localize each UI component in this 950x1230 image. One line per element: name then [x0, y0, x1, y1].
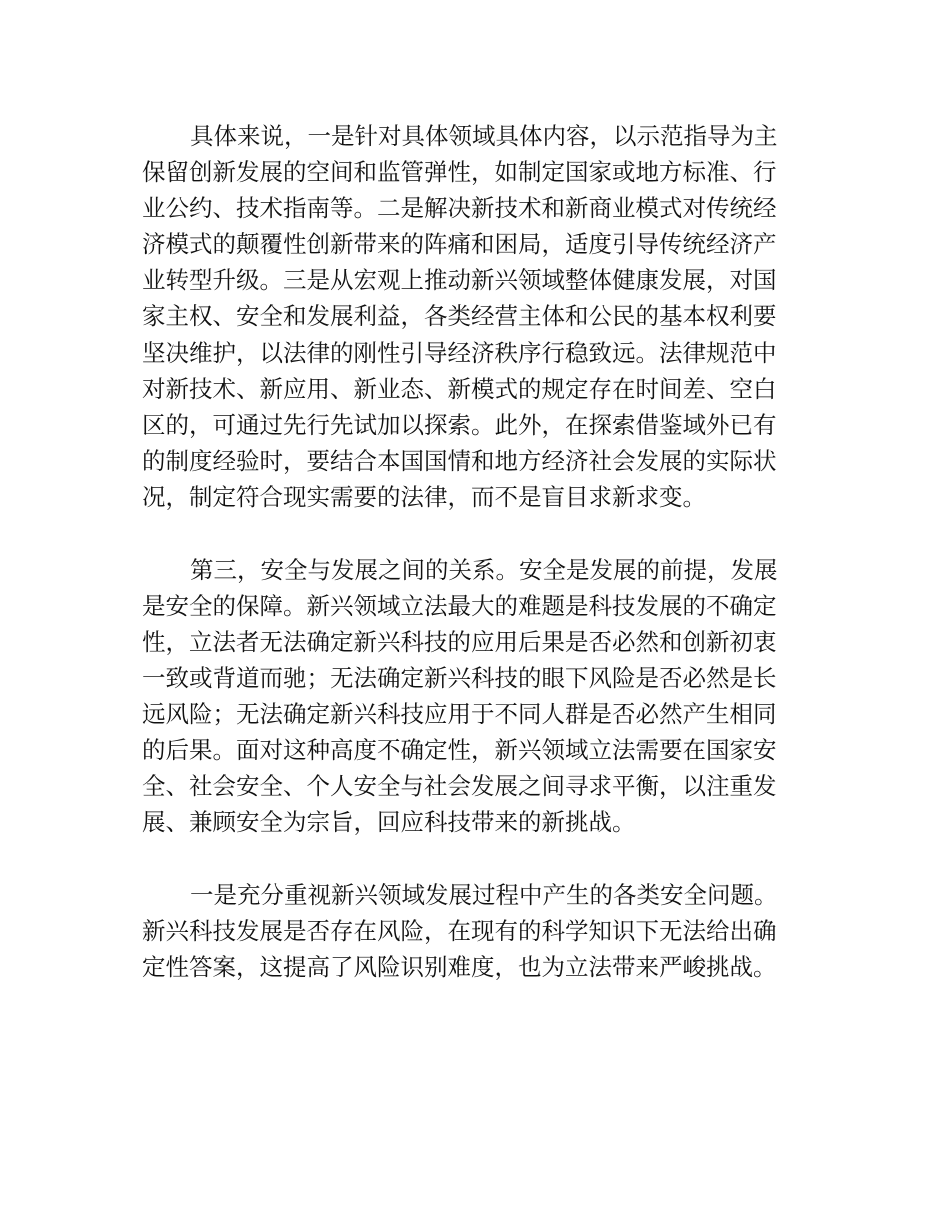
- text-line: 第三，安全与发展之间的关系。安全是发展的前提，发展: [190, 555, 778, 584]
- text-line: 展、兼顾安全为宗旨，回应科技带来的新挑战。: [142, 808, 636, 837]
- text-line: 远风险；无法确定新兴科技应用于不同人群是否必然产生相同: [142, 699, 777, 728]
- text-line: 对新技术、新应用、新业态、新模式的规定存在时间差、空白: [142, 374, 777, 403]
- text-line: 定性答案，这提高了风险识别难度，也为立法带来严峻挑战。: [142, 952, 777, 981]
- text-line: 况，制定符合现实需要的法律，而不是盲目求新求变。: [142, 482, 706, 511]
- paragraph: [142, 118, 812, 515]
- paragraph: [142, 552, 812, 841]
- text-line: 是安全的保障。新兴领域立法最大的难题是科技发展的不确定: [142, 591, 777, 620]
- text-line: 性，立法者无法确定新兴科技的应用后果是否必然和创新初衷: [142, 627, 777, 656]
- text-line: 的后果。面对这种高度不确定性，新兴领域立法需要在国家安: [142, 736, 777, 764]
- text-line: 保留创新发展的空间和监管弹性，如制定国家或地方标准、行: [142, 158, 777, 187]
- text-line: 新兴科技发展是否存在风险，在现有的科学知识下无法给出确: [142, 916, 777, 945]
- text-line: 济模式的颠覆性创新带来的阵痛和困局，适度引导传统经济产: [142, 230, 777, 259]
- text-line: 全、社会安全、个人安全与社会发展之间寻求平衡，以注重发: [142, 772, 777, 801]
- paragraph-spacing: [142, 840, 812, 877]
- text-line: 具体来说，一是针对具体领域具体内容，以示范指导为主: [190, 122, 778, 150]
- text-line: 一致或背道而驰；无法确定新兴科技的眼下风险是否必然是长: [142, 663, 777, 692]
- text-line: 的制度经验时，要结合本国国情和地方经济社会发展的实际状: [142, 446, 777, 475]
- text-line: 业转型升级。三是从宏观上推动新兴领域整体健康发展，对国: [142, 266, 777, 295]
- text-line: 一是充分重视新兴领域发展过程中产生的各类安全问题。: [190, 880, 778, 909]
- paragraph-spacing: [142, 515, 812, 552]
- text-line: 坚决维护，以法律的刚性引导经济秩序行稳致远。法律规范中: [142, 338, 777, 367]
- text-line: 家主权、安全和发展利益，各类经营主体和公民的基本权利要: [142, 302, 777, 331]
- text-line: 业公约、技术指南等。二是解决新技术和新商业模式对传统经: [142, 194, 777, 223]
- paragraph: [142, 877, 812, 985]
- body-text: [142, 118, 812, 985]
- text-line: 区的，可通过先行先试加以探索。此外，在探索借鉴域外已有: [142, 410, 777, 439]
